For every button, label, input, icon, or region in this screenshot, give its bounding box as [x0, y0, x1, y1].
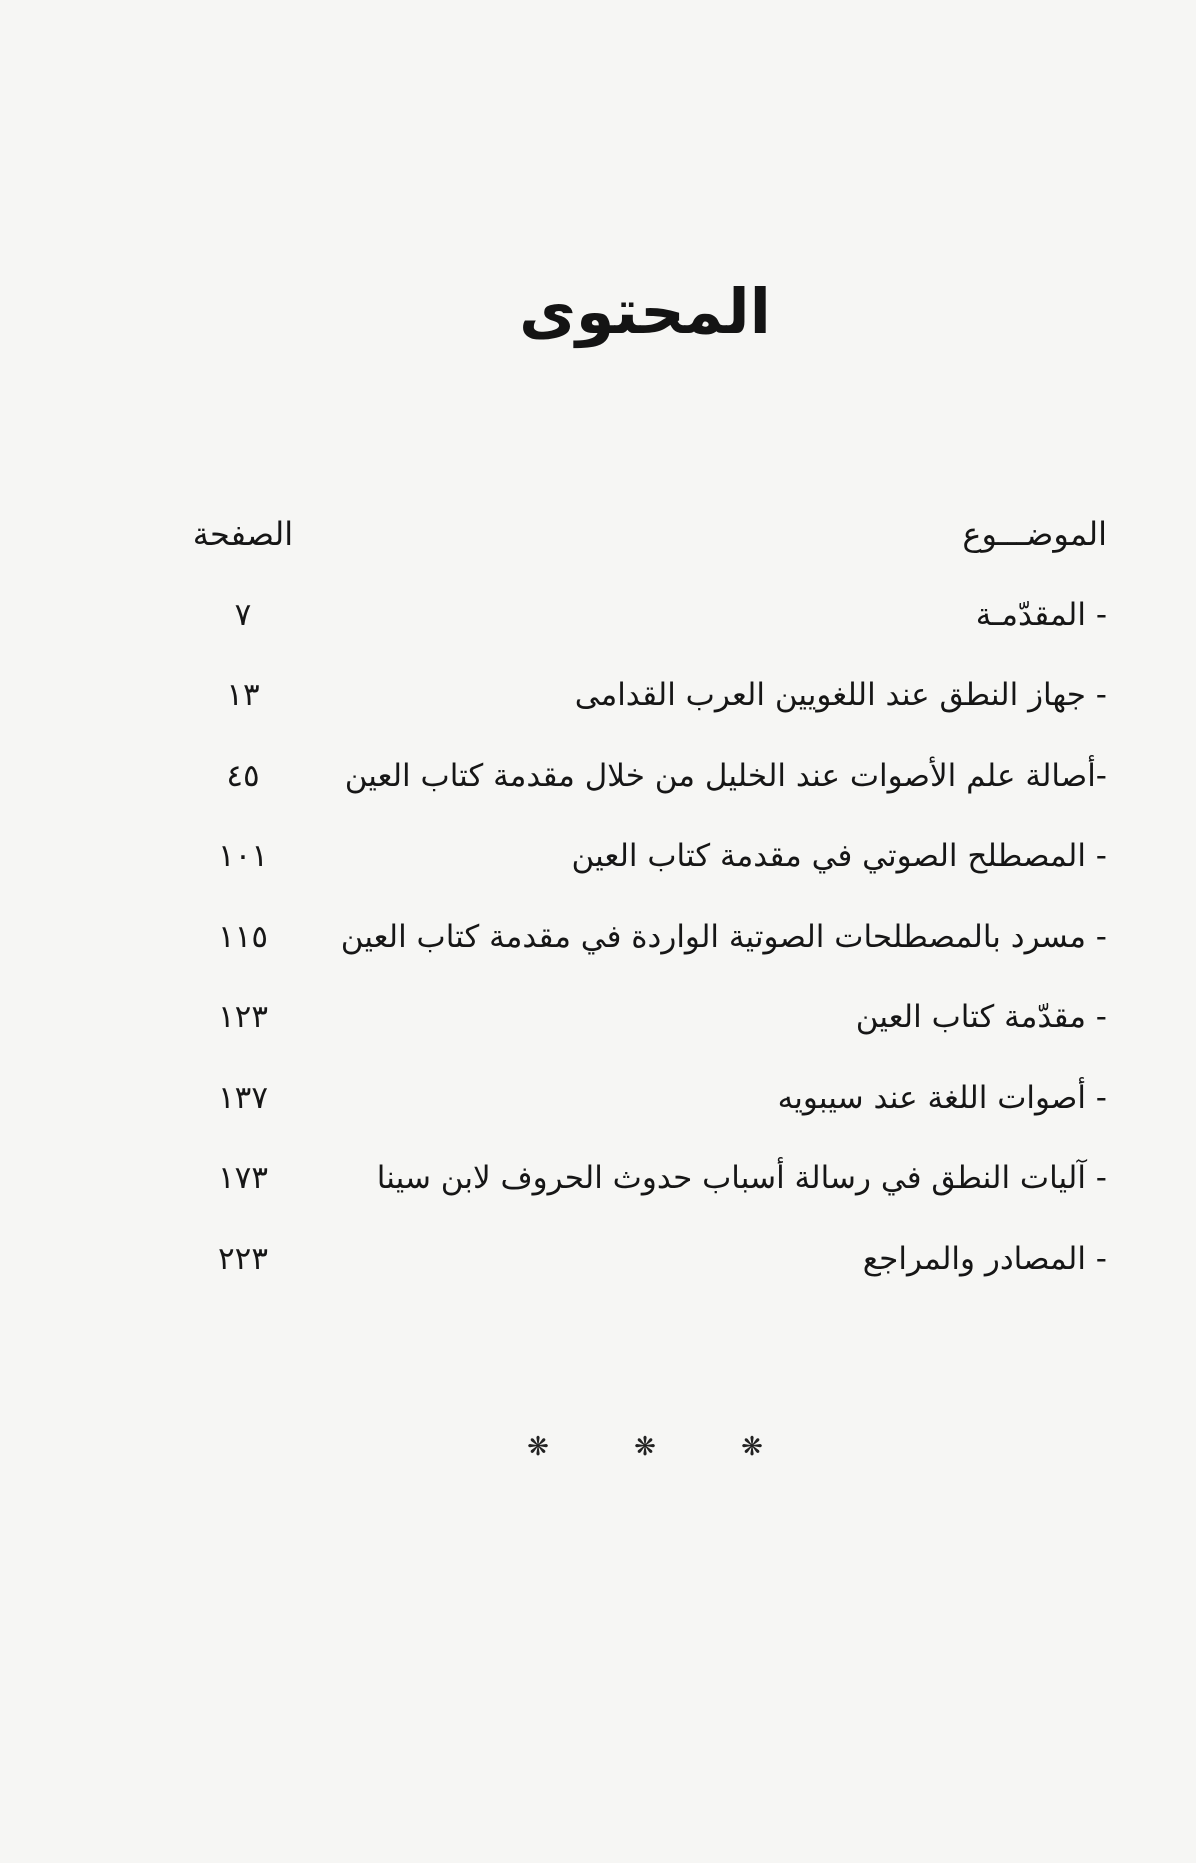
toc-entry-title: - المصادر والمراجع [862, 1240, 1107, 1277]
toc-entry [183, 655, 1107, 736]
toc-entry-page: ١١٥ [218, 918, 268, 955]
toc-entry-title: - المصطلح الصوتي في مقدمة كتاب العين [571, 838, 1107, 875]
toc-entry-page: ٢٢٣ [218, 1240, 268, 1277]
toc-entry [183, 1138, 1107, 1219]
toc-entry-page: ٤٥ [226, 757, 260, 794]
toc-entry-title: - أصوات اللغة عند سيبويه [777, 1079, 1107, 1116]
floral-asterisk-icon: ❋ [741, 1432, 763, 1462]
toc-entry [183, 977, 1107, 1058]
toc-entry [183, 816, 1107, 897]
floral-asterisk-icon: ❋ [527, 1432, 549, 1462]
page-column-header: الصفحة [192, 515, 294, 554]
toc-entry [183, 736, 1107, 817]
toc-entry-page: ١٧٣ [218, 1160, 268, 1197]
toc-header-row [183, 494, 1107, 575]
toc-entry-title: - مسرد بالمصطلحات الصوتية الواردة في مقدمة كتاب العين [340, 918, 1107, 955]
toc-entry-page: ١٢٣ [218, 999, 268, 1036]
toc-entry-title: - آليات النطق في رسالة أسباب حدوث الحروف لابن سينا [376, 1160, 1107, 1197]
toc-entry-title: - مقدّمة كتاب العين [855, 999, 1107, 1036]
toc-entry-title: -أصالة علم الأصوات عند الخليل من خلال مقدمة كتاب العين [344, 757, 1107, 794]
toc-entry-page: ١٣ [226, 677, 260, 714]
topic-column-header: الموضـــوع [962, 515, 1107, 554]
toc-entry-page: ١٠١ [218, 838, 268, 875]
toc-entry [183, 1058, 1107, 1139]
toc-entry-title: - جهاز النطق عند اللغويين العرب القدامى [574, 677, 1107, 714]
table-of-contents [183, 494, 1107, 1299]
section-end-ornament [513, 1425, 777, 1469]
floral-asterisk-icon: ❋ [634, 1432, 656, 1462]
toc-entry-page: ١٣٧ [218, 1079, 268, 1116]
page-title: المحتوى [519, 275, 771, 348]
toc-entry [183, 575, 1107, 656]
toc-entry [183, 897, 1107, 978]
toc-entry-title: - المقدّمـة [975, 596, 1107, 633]
toc-entry [183, 1219, 1107, 1300]
toc-entry-page: ٧ [234, 596, 252, 633]
